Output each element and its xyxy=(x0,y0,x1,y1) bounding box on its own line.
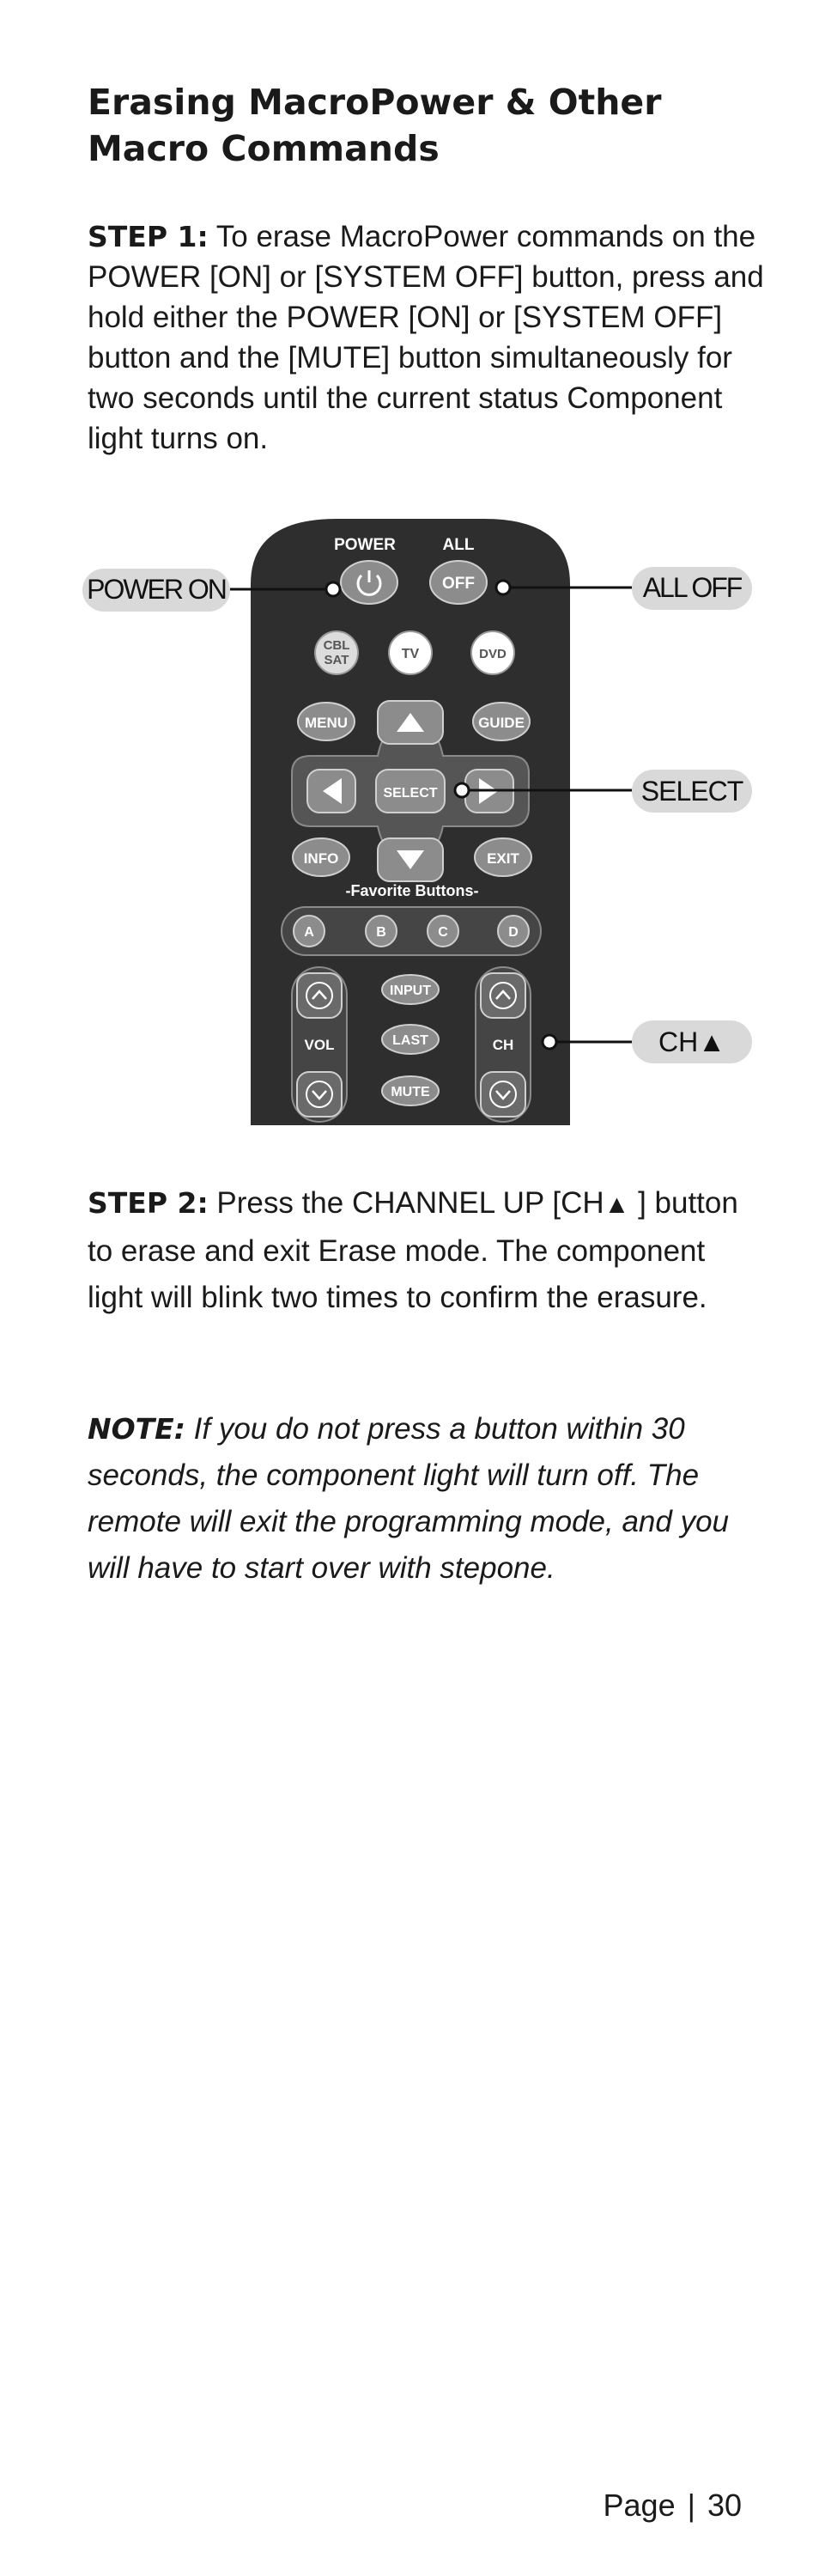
info-button[interactable] xyxy=(293,838,349,876)
input-button[interactable] xyxy=(382,975,439,1004)
all-label: ALL xyxy=(442,536,475,554)
svg-text:EXIT: EXIT xyxy=(487,850,519,867)
remote-diagram xyxy=(0,507,819,1125)
note-text: If you do not press a button within 30 seconds, the component light will turn off. The remote will exit the programming mode, and you will have to start over with stepone. xyxy=(88,1412,730,1585)
svg-text:INPUT: INPUT xyxy=(390,984,431,998)
page-separator: | xyxy=(687,2488,695,2523)
all-off-button[interactable] xyxy=(430,561,487,604)
up-arrow-button[interactable] xyxy=(378,701,443,744)
tv-button[interactable] xyxy=(389,631,432,674)
power-button[interactable] xyxy=(341,561,397,604)
svg-text:A: A xyxy=(304,925,314,940)
triangle-up-icon: ▲ xyxy=(604,1191,630,1219)
select-button[interactable] xyxy=(376,770,445,813)
step-1-text: To erase MacroPower commands on the POWER [ON] or [SYSTEM OFF] button, press and hold either the POWER [ON] or [SYSTEM OFF] button and the [MUTE] button simultaneously for two seconds until the current status Component light turns on. xyxy=(88,220,764,455)
svg-text:CBL: CBL xyxy=(323,638,350,653)
down-arrow-button[interactable] xyxy=(378,838,443,881)
svg-text:DVD: DVD xyxy=(479,647,507,661)
svg-text:POWER ON: POWER ON xyxy=(87,574,226,605)
step-1-label: STEP 1: xyxy=(88,220,209,253)
svg-text:ALL OFF: ALL OFF xyxy=(642,572,742,603)
last-button[interactable] xyxy=(382,1025,439,1054)
svg-text:GUIDE: GUIDE xyxy=(478,715,525,731)
step-2-text-before: Press the CHANNEL UP [CH xyxy=(216,1186,604,1220)
svg-text:MUTE: MUTE xyxy=(391,1085,430,1099)
svg-text:INFO: INFO xyxy=(303,850,339,867)
all-off-callout-dot xyxy=(496,581,510,594)
note-paragraph xyxy=(88,1406,766,1592)
svg-text:SELECT: SELECT xyxy=(640,776,743,807)
volume-up-button[interactable] xyxy=(297,973,342,1018)
favorite-buttons-label: -Favorite Buttons- xyxy=(345,882,479,899)
svg-text:B: B xyxy=(376,925,386,940)
select-callout-dot xyxy=(455,783,469,797)
left-arrow-button[interactable] xyxy=(307,770,355,813)
page-number: 30 xyxy=(707,2488,742,2523)
step-2-label: STEP 2: xyxy=(88,1186,209,1220)
ch-label: CH xyxy=(492,1037,514,1053)
exit-button[interactable] xyxy=(475,838,531,876)
channel-up-button[interactable] xyxy=(481,973,525,1018)
menu-button[interactable] xyxy=(298,703,355,740)
volume-down-button[interactable] xyxy=(297,1072,342,1117)
svg-text:D: D xyxy=(508,925,519,940)
favorite-a-button[interactable] xyxy=(294,916,325,947)
note-label: NOTE: xyxy=(88,1412,185,1446)
svg-text:TV: TV xyxy=(401,647,420,661)
svg-text:CH▲: CH▲ xyxy=(658,1026,725,1057)
page-title: Erasing MacroPower & Other Macro Commands xyxy=(88,82,662,169)
ch-up-callout-dot xyxy=(543,1035,556,1049)
guide-button[interactable] xyxy=(473,703,530,740)
power-on-callout-dot xyxy=(326,582,340,596)
favorite-d-button[interactable] xyxy=(498,916,529,947)
svg-text:SAT: SAT xyxy=(324,653,349,667)
dvd-button[interactable] xyxy=(471,631,514,674)
step-2-text-after: ] button to erase and exit Erase mode. The component light will blink two times to confirm the erasure. xyxy=(88,1186,738,1314)
step-2-paragraph xyxy=(88,1180,766,1321)
svg-text:LAST: LAST xyxy=(392,1033,428,1048)
power-label: POWER xyxy=(334,536,396,554)
off-button-label: OFF xyxy=(442,575,475,593)
svg-text:MENU: MENU xyxy=(304,715,349,731)
cbl-sat-button[interactable] xyxy=(315,631,358,674)
page-label: Page xyxy=(603,2488,676,2523)
remote-illustration xyxy=(0,507,819,1125)
favorite-c-button[interactable] xyxy=(428,916,458,947)
vol-label: VOL xyxy=(304,1037,335,1053)
step-1-paragraph xyxy=(88,216,766,459)
all-off-callout xyxy=(632,567,752,610)
channel-down-button[interactable] xyxy=(481,1072,525,1117)
mute-button[interactable] xyxy=(382,1076,439,1105)
ch-up-callout xyxy=(632,1020,752,1063)
page-footer xyxy=(604,2487,742,2524)
svg-text:SELECT: SELECT xyxy=(383,786,438,801)
favorite-b-button[interactable] xyxy=(366,916,397,947)
svg-text:C: C xyxy=(438,925,448,940)
select-callout xyxy=(632,770,752,813)
power-on-callout xyxy=(82,569,230,612)
